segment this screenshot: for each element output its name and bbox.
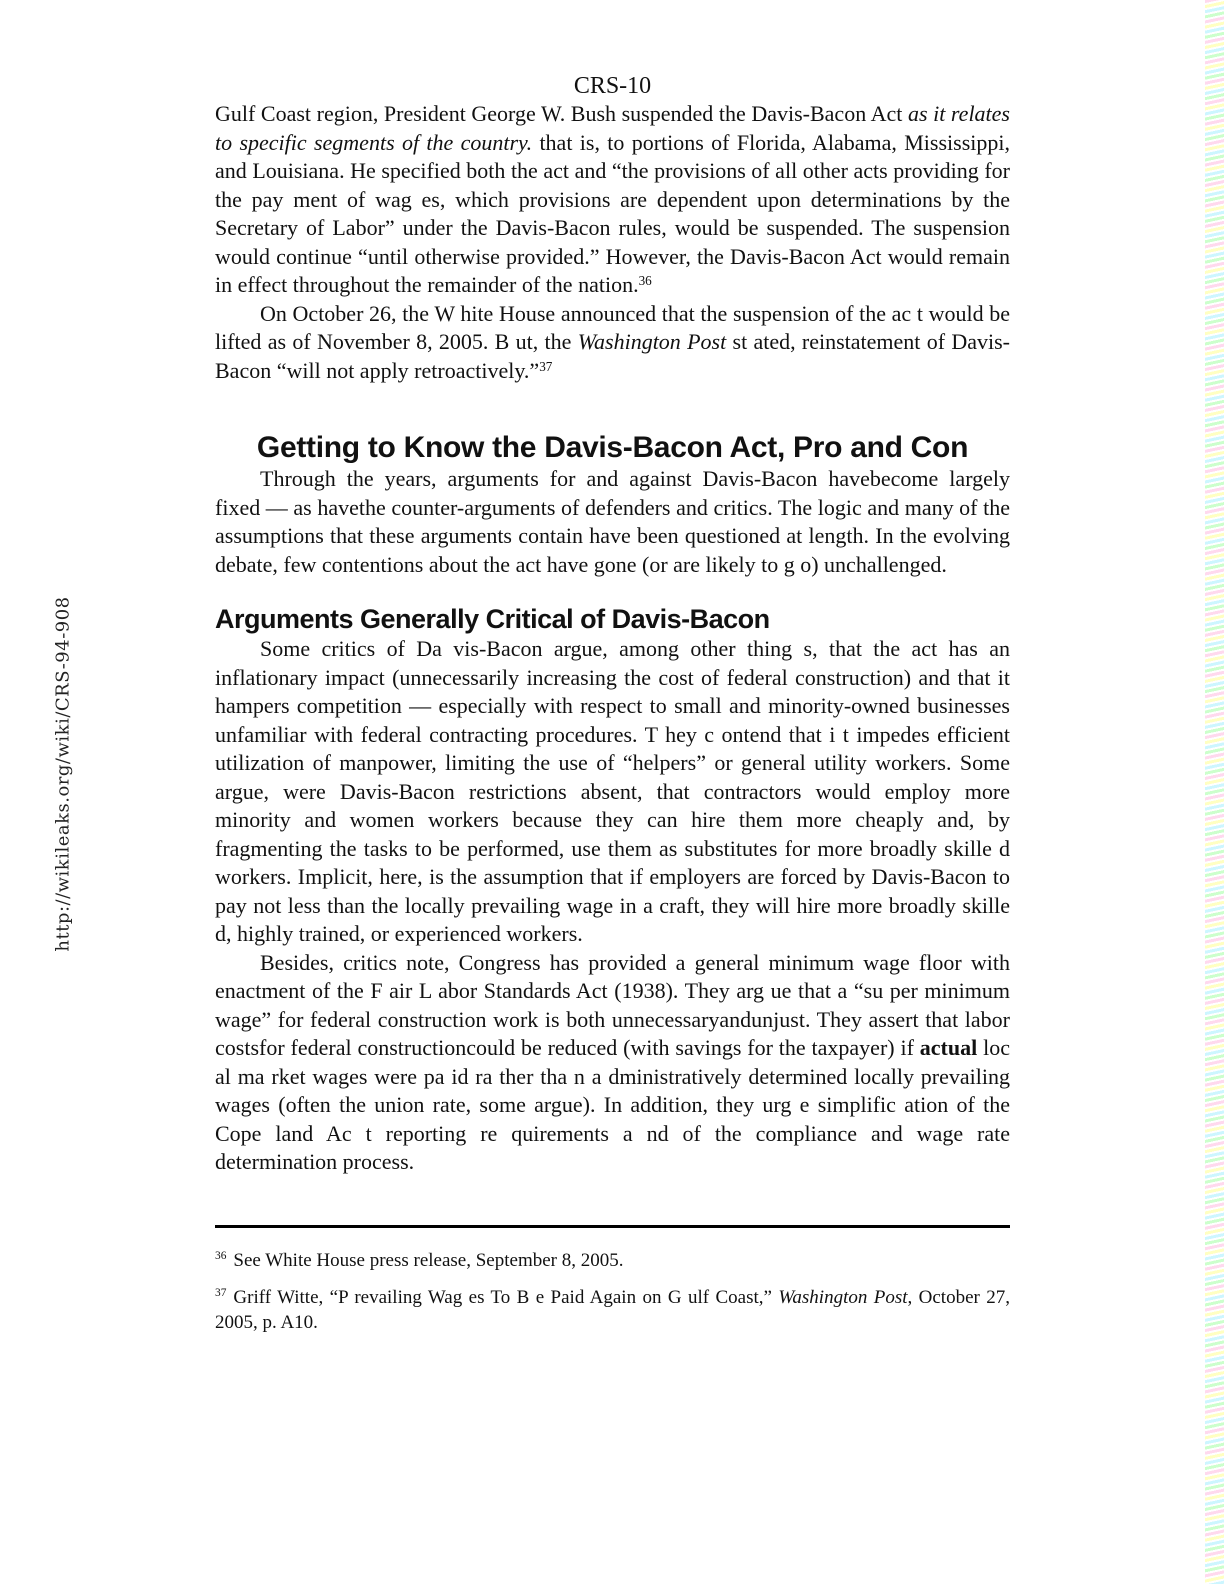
footnote-separator-rule: [215, 1225, 1010, 1228]
paragraph-through-the-years: Through the years, arguments for and against Davis-Bacon havebecome largely fixed — as havethe counter-arguments of defenders and critics. The logic and many of the assumptions that these arguments contain have been questioned at length. In the evolving debate, few contentions about the act have gone (or are likely to g o) unchallenged.: [215, 466, 1010, 577]
page-number-header: CRS-10: [573, 73, 652, 99]
footnote-37-text: Griff Witte, “P revailing Wag es To B e Paid Again on G ulf Coast,” Washington Post, October 27, 2005, p. A10.: [215, 1286, 1010, 1333]
footnote-37-marker: 37: [215, 1286, 227, 1299]
wikileaks-url-watermark: http://wikileaks.org/wiki/CRS-94-908: [52, 596, 74, 952]
footnote-36: [215, 1248, 1010, 1273]
paragraph-gulf-coast-suspension: Gulf Coast region, President George W. Bush suspended the Davis-Bacon Act as it relates to specific segments of the country. that is, to portions of Florida, Alabama, Mississippi, and Louisiana. He specified both the act and “the provisions of all other acts providing for the pay ment of wag es, which provisions are dependent upon determinations by the Secretary of Labor” under the Davis-Bacon rules, would be suspended. The suspension would continue “until otherwise provided.” However, the Davis-Bacon Act would remain in effect throughout the remainder of the nation.$^{36}$: [215, 101, 1010, 297]
paragraph-critics-arguments: Some critics of Da vis-Bacon argue, among other thing s, that the act has an inflationary impact (unnecessarily increasing the cost of federal construction) and that it hampers competition — especially with respect to small and minority-owned businesses unfamiliar with federal contracting procedures. T hey c ontend that i t impedes efficient utilization of manpower, limiting the use of “helpers” or general utility workers. Some argue, were Davis-Bacon restrictions absent, that contractors would employ more minority and women workers because they can hire them more cheaply and, by fragmenting the tasks to be performed, use them as substitutes for more broadly skille d workers. Implicit, here, is the assumption that if employers are forced by Davis-Bacon to pay not less than the locally prevailing wage in a craft, they will hire more broadly skille d, highly trained, or experienced workers.: [215, 636, 1010, 946]
paragraph-besides-critics-note: Besides, critics note, Congress has provided a general minimum wage floor with enactment of the F air L abor Standards Act (1938). They arg ue that a “su per minimum wage” for federal construction work is both unnecessaryandunjust. They assert that labor costsfor federal constructioncould be reduced (with savings for the taxpayer) if actual loc al ma rket wages were pa id ra ther tha n a dministratively determined locally prevailing wages (often the union rate, some argue). In addition, they urg e simplific ation of the Cope land Ac t reporting re quirements a nd of the compliance and wage rate determination process.: [215, 949, 1010, 1174]
page-content: [215, 0, 1010, 1335]
footnote-36-marker: 36: [215, 1249, 227, 1262]
scan-edge-color-strip: [1205, 0, 1224, 1584]
subsection-heading: Arguments Generally Critical of Davis-Bacon: [215, 604, 770, 634]
footnote-36-text: See White House press release, September 8, 2005.: [233, 1249, 624, 1271]
paragraph-october-26-announcement: On October 26, the W hite House announced that the suspension of the ac t would be lifted as of November 8, 2005. B ut, the Washington Post st ated, reinstatement of Davis-Bacon “will not apply retroactively.”$^{37}$: [215, 300, 1010, 383]
section-heading: Getting to Know the Davis-Bacon Act, Pro and Con: [256, 431, 969, 464]
footnote-37: [215, 1285, 1010, 1335]
